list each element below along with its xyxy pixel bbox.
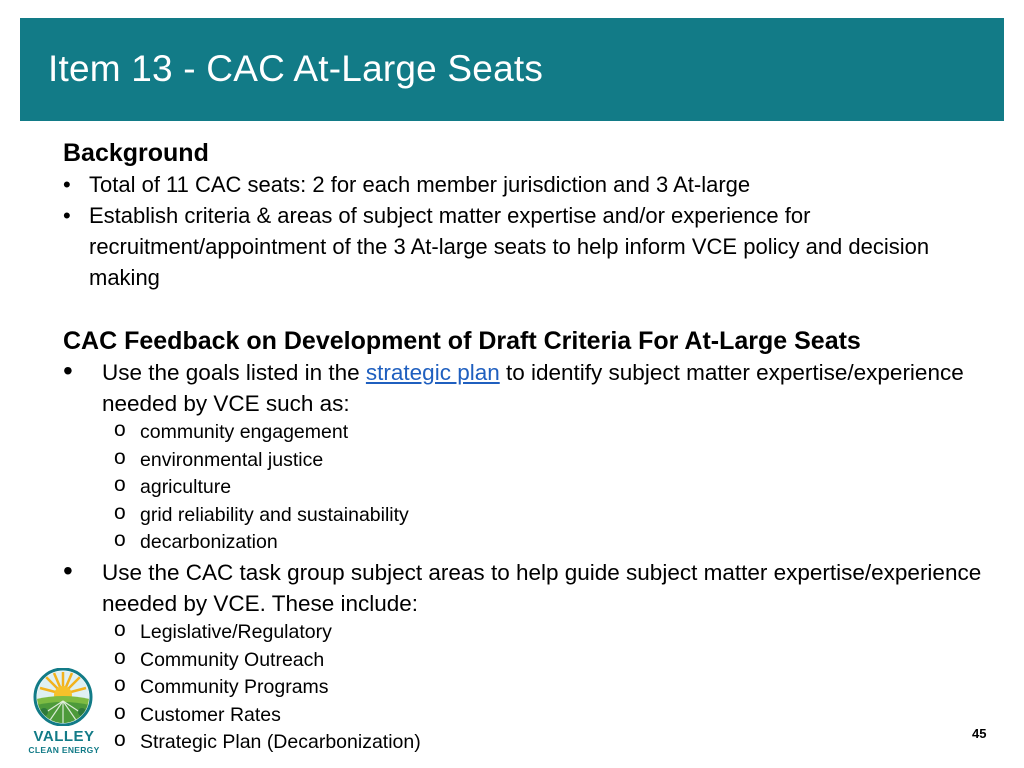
sub-list-item	[114, 729, 983, 757]
slide-title: Item 13 - CAC At-Large Seats	[48, 48, 544, 89]
sub-item-text: Customer Rates	[140, 703, 281, 726]
feedback-bullet	[63, 357, 983, 419]
sub-list-item	[114, 529, 983, 557]
bullet-dot-icon: •	[63, 172, 71, 197]
background-bullet	[63, 200, 983, 293]
sub-item-text: decarbonization	[140, 531, 278, 554]
page-number: 45	[972, 726, 987, 741]
logo-name: VALLEY	[33, 728, 95, 745]
background-bullet	[63, 169, 983, 200]
strategic-plan-link[interactable]: strategic plan	[365, 360, 500, 385]
sub-list-item	[114, 502, 983, 530]
sub-bullet-icon: o	[114, 528, 126, 552]
feedback-bullet	[63, 554, 983, 619]
sub-bullet-icon: o	[114, 728, 126, 752]
sub-list-item	[114, 674, 983, 702]
sub-bullet-icon: o	[114, 473, 126, 497]
feedback-bullet-text-before: Use the goals listed in the	[102, 360, 366, 385]
logo-subtitle: CLEAN ENERGY	[28, 745, 100, 755]
sub-list-item	[114, 702, 983, 730]
sub-list-item	[114, 619, 983, 647]
slide-content	[63, 137, 983, 757]
feedback-bullet-text-after: to identify subject matter expertise/experience needed by VCE such as:	[102, 360, 964, 416]
bullet-dot-icon: •	[63, 554, 73, 586]
background-heading: Background	[63, 139, 209, 167]
background-bullet-text: Total of 11 CAC seats: 2 for each member jurisdiction and 3 At-large	[89, 172, 751, 197]
sub-bullet-icon: o	[114, 500, 126, 524]
sub-bullet-icon: o	[114, 700, 126, 724]
sub-item-text: community engagement	[140, 421, 349, 443]
feedback-bullet-text: Use the CAC task group subject areas to help guide subject matter expertise/experience needed by VCE. These include:	[102, 559, 982, 616]
sub-list-item	[114, 474, 983, 502]
sub-item-text: grid reliability and sustainability	[140, 503, 409, 526]
title-bar	[20, 18, 1004, 121]
sub-item-text: Legislative/Regulatory	[140, 620, 332, 643]
background-bullet-text: Establish criteria & areas of subject matter expertise and/or experience for recruitment/appointment of the 3 At-large seats to help inform VCE policy and decision making	[89, 203, 930, 290]
valley-clean-energy-logo	[18, 668, 110, 758]
sub-list-item	[114, 647, 983, 675]
goals-sub-list	[114, 419, 983, 557]
sub-bullet-icon: o	[114, 645, 126, 669]
sub-item-text: Community Outreach	[140, 648, 325, 671]
sub-bullet-icon: o	[114, 418, 126, 441]
sub-item-text: agriculture	[140, 476, 232, 499]
bullet-dot-icon: •	[63, 355, 73, 386]
task-group-sub-list	[114, 619, 983, 757]
sub-bullet-icon: o	[114, 617, 126, 641]
sun-field-icon	[32, 668, 94, 726]
sub-item-text: Community Programs	[140, 676, 329, 699]
sub-item-text: environmental justice	[140, 448, 324, 471]
sub-list-item	[114, 419, 983, 447]
sub-item-text: Strategic Plan (Decarbonization)	[140, 731, 421, 754]
feedback-heading: CAC Feedback on Development of Draft Criteria For At-Large Seats	[63, 327, 861, 355]
sub-list-item	[114, 447, 983, 475]
sub-bullet-icon: o	[114, 673, 126, 697]
sub-bullet-icon: o	[114, 445, 126, 469]
bullet-dot-icon: •	[63, 203, 71, 228]
